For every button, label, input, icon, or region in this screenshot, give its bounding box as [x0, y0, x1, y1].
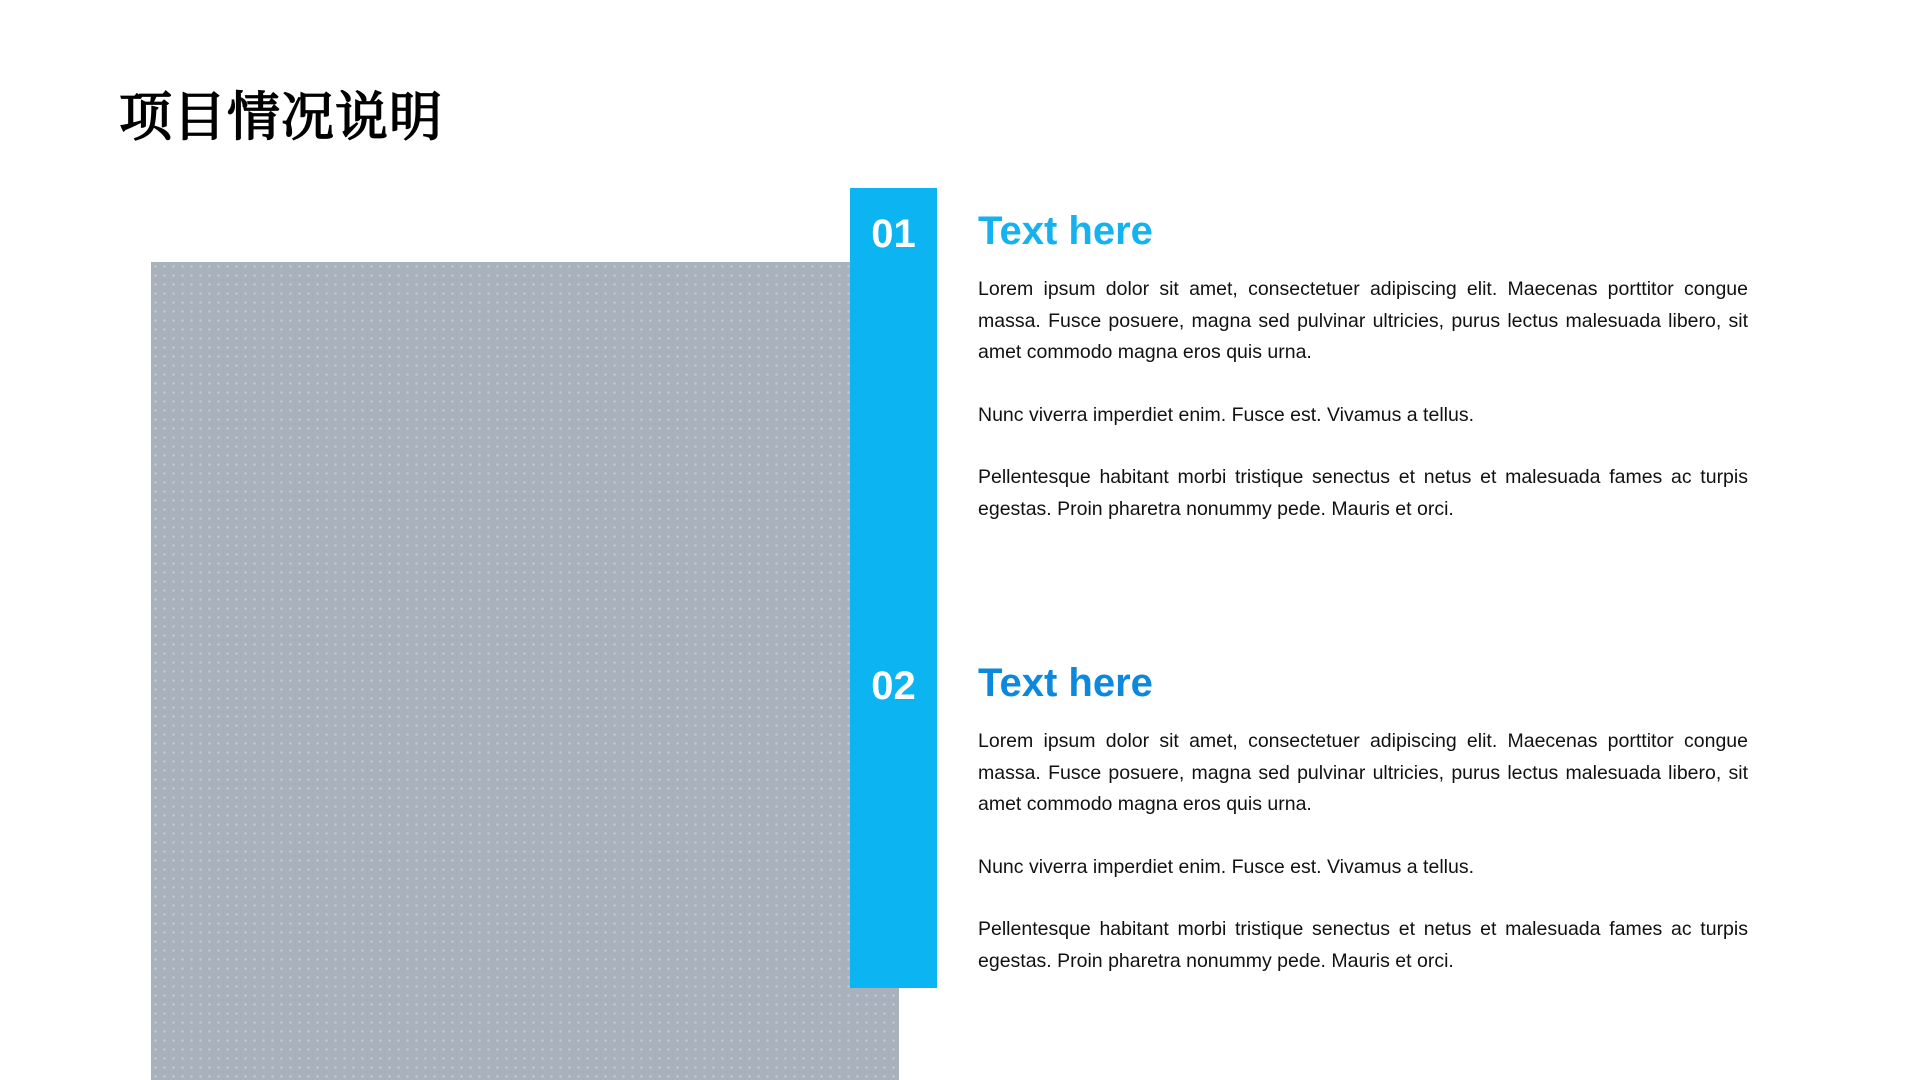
- accent-bar: [850, 188, 937, 988]
- page-title: 项目情况说明: [119, 87, 443, 148]
- section-heading: Text here: [978, 209, 1153, 253]
- section-01: [978, 208, 1748, 525]
- section-paragraph: Nunc viverra imperdiet enim. Fusce est. Vivamus a tellus.: [978, 403, 1474, 426]
- section-paragraph: Pellentesque habitant morbi tristique senectus et netus et malesuada fames ac turpis egestas. Proin pharetra nonummy pede. Mauris et orci.: [978, 466, 1748, 520]
- section-paragraph: Pellentesque habitant morbi tristique senectus et netus et malesuada fames ac turpis egestas. Proin pharetra nonummy pede. Mauris et orci.: [978, 918, 1748, 972]
- image-placeholder: [151, 262, 899, 1080]
- section-paragraph: Nunc viverra imperdiet enim. Fusce est. Vivamus a tellus.: [978, 855, 1474, 878]
- step-number-02: 02: [871, 664, 916, 708]
- step-number-01: 01: [871, 212, 916, 256]
- section-paragraph: Lorem ipsum dolor sit amet, consectetuer adipiscing elit. Maecenas porttitor congue massa. Fusce posuere, magna sed pulvinar ultricies, purus lectus malesuada libero, sit amet commodo magna eros quis urna.: [978, 730, 1748, 815]
- section-heading: Text here: [978, 661, 1153, 705]
- section-02: [978, 660, 1748, 977]
- section-paragraph: Lorem ipsum dolor sit amet, consectetuer adipiscing elit. Maecenas porttitor congue massa. Fusce posuere, magna sed pulvinar ultricies, purus lectus malesuada libero, sit amet commodo magna eros quis urna.: [978, 278, 1748, 363]
